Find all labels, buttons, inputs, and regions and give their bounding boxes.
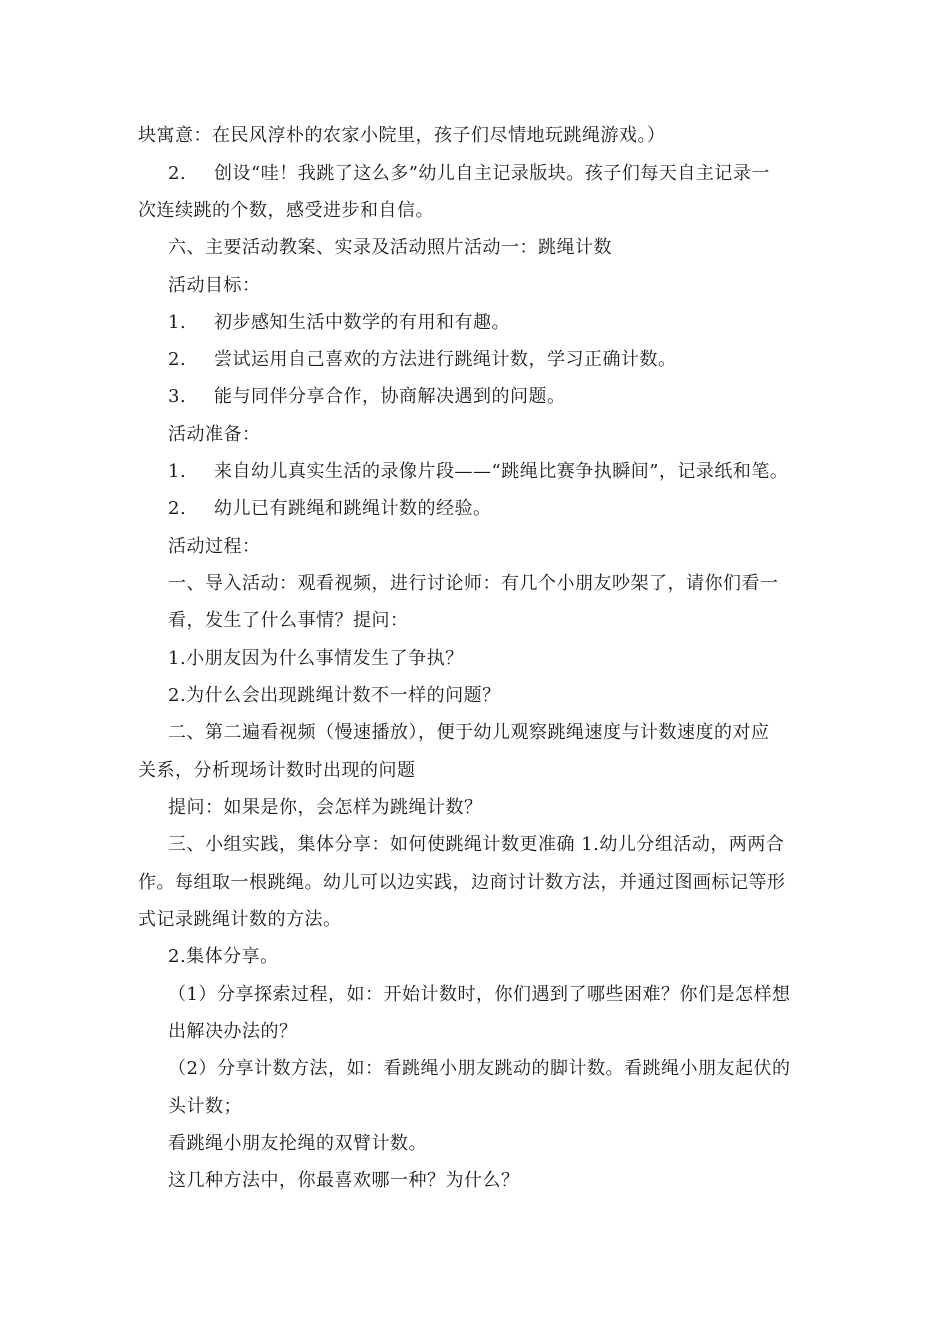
list-number: 1. — [168, 461, 187, 482]
list-text: 初步感知生活中数学的有用和有趣。 — [214, 312, 510, 333]
list-item — [168, 311, 510, 335]
subheading: 活动过程： — [168, 536, 261, 557]
paragraph-line: 提问：如果是你，会怎样为跳绳计数？ — [168, 797, 483, 818]
list-number: 2. — [168, 498, 187, 519]
paragraph-line: 三、小组实践，集体分享：如何使跳绳计数更准确 1.幼儿分组活动，两两合 — [168, 834, 785, 855]
subheading: 活动目标： — [168, 275, 261, 296]
list-number: 1. — [168, 312, 187, 333]
list-item — [168, 162, 770, 186]
list-number: 2. — [168, 163, 187, 184]
paragraph-line: 1.小朋友因为什么事情发生了争执？ — [168, 648, 464, 669]
list-text: 尝试运用自己喜欢的方法进行跳绳计数，学习正确计数。 — [214, 349, 677, 370]
list-item — [168, 348, 677, 372]
paragraph-line: 出解决办法的？ — [168, 1021, 298, 1042]
list-number: 3. — [168, 386, 187, 407]
paragraph-line: 二、第二遍看视频（慢速播放），便于幼儿观察跳绳速度与计数速度的对应 — [168, 722, 770, 743]
list-item — [168, 460, 788, 484]
paragraph-line: 一、导入活动：观看视频，进行讨论师：有几个小朋友吵架了，请你们看一 — [168, 573, 779, 594]
paragraph-line: 2.集体分享。 — [168, 946, 279, 967]
paragraph-line: 式记录跳绳计数的方法。 — [138, 909, 342, 930]
list-text: 能与同伴分享合作，协商解决遇到的问题。 — [214, 386, 566, 407]
paragraph-line: 次连续跳的个数，感受进步和自信。 — [138, 200, 434, 221]
paragraph-line: 看，发生了什么事情？提问： — [168, 610, 409, 631]
subheading: 活动准备： — [168, 424, 261, 445]
list-text: 来自幼儿真实生活的录像片段——“跳绳比赛争执瞬间”，记录纸和笔。 — [214, 461, 789, 482]
list-text: 创设“哇！我跳了这么多”幼儿自主记录版块。孩子们每天自主记录一 — [214, 163, 770, 184]
paragraph-line: 关系，分析现场计数时出现的问题 — [138, 760, 416, 781]
paragraph-line: 这几种方法中，你最喜欢哪一种？为什么？ — [168, 1170, 520, 1191]
section-heading: 六、主要活动教案、实录及活动照片活动一：跳绳计数 — [168, 237, 612, 258]
paragraph-line: 头计数； — [168, 1096, 242, 1117]
list-item — [168, 497, 492, 521]
paragraph-line: 看跳绳小朋友抡绳的双臂计数。 — [168, 1133, 427, 1154]
paragraph-line: 块寓意：在民风淳朴的农家小院里，孩子们尽情地玩跳绳游戏。） — [138, 125, 666, 146]
paragraph-line: 作。每组取一根跳绳。幼儿可以边实践，边商讨计数方法，并通过图画标记等形 — [138, 872, 786, 893]
list-number: 2. — [168, 349, 187, 370]
list-text: 幼儿已有跳绳和跳绳计数的经验。 — [214, 498, 492, 519]
paragraph-line: 2.为什么会出现跳绳计数不一样的问题？ — [168, 685, 501, 706]
list-item — [168, 385, 566, 409]
paragraph-line: （2）分享计数方法，如：看跳绳小朋友跳动的脚计数。看跳绳小朋友起伏的 — [168, 1058, 791, 1079]
paragraph-line: （1）分享探索过程，如：开始计数时，你们遇到了哪些困难？你们是怎样想 — [168, 984, 791, 1005]
